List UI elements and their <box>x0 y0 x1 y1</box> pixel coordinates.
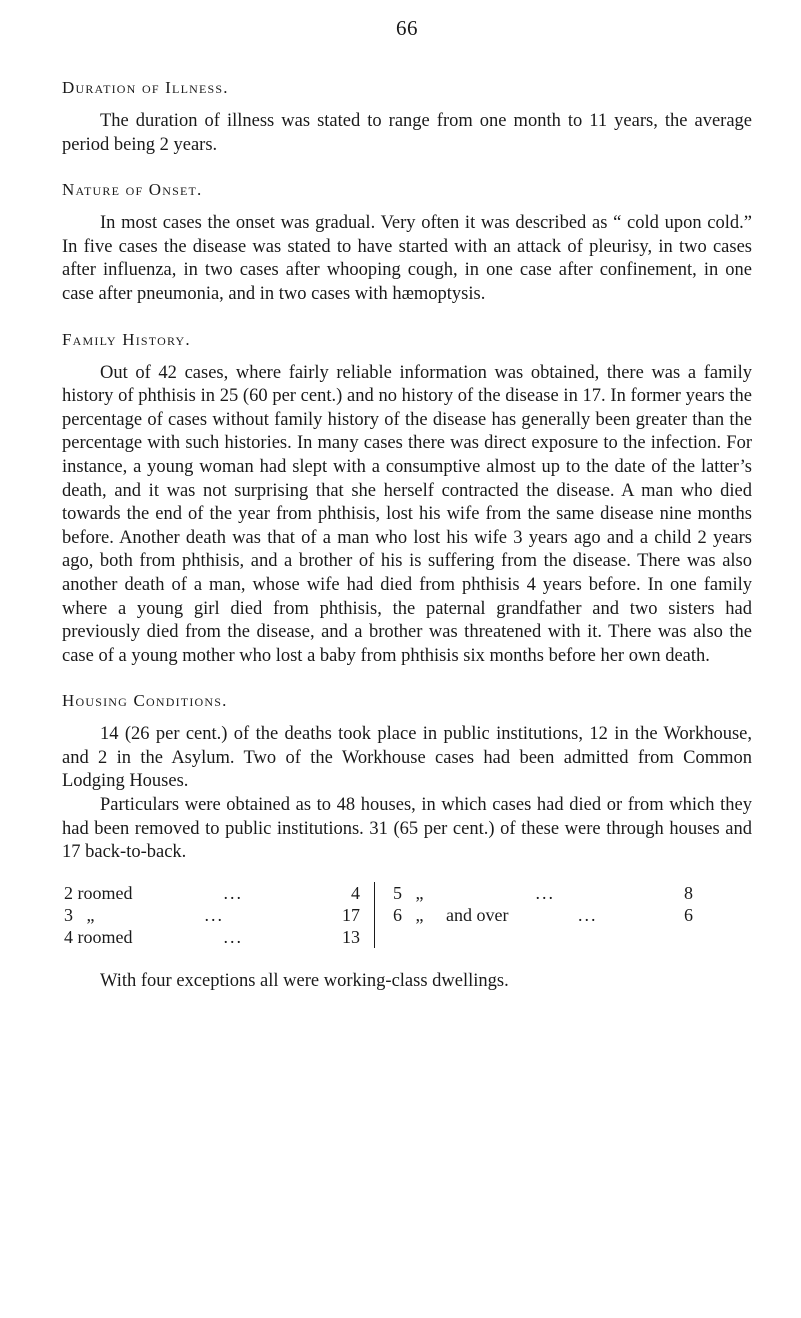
row-value: 8 <box>684 882 693 903</box>
row-leader-dots: ... <box>223 882 243 903</box>
heading-family-history: Family History. <box>62 329 191 349</box>
row-value: 13 <box>342 926 360 947</box>
rooms-table <box>64 882 752 948</box>
paragraph-family-history: Out of 42 cases, where fairly reliable information was obtained, there was a family history of phthisis in 25 (60 per cent.) and no history of the disease in 17. In former years the percentage of cases without family history of the disease has generally been greater than the percentage with such histories. In many cases there was direct exposure to the infection. For instance, a young woman had slept with a consumptive almost up to the date of the latter’s death, and it was not surprising that she herself contracted the disease. A man who died towards the end of the year from phthisis, lost his wife from the same disease nine months before. Another death was that of a man who lost his wife 3 years ago and a child 2 years ago, both from phthisis, and a brother of his is suffering from the disease. There was also another death of a man, whose wife had died from phthisis 4 years before. In one family where a young girl died from phthisis, the paternal grandfather and two sisters had previously died from the disease, and a brother was threatened with it. There was also the case of a young mother who lost a baby from phthisis six months before her own death. <box>62 362 752 666</box>
heading-housing: Housing Conditions. <box>62 691 228 711</box>
table-row <box>64 882 374 904</box>
row-label: 5 „ <box>393 882 424 903</box>
section-family-history <box>62 329 752 669</box>
row-label: 6 „ and over <box>393 904 509 925</box>
paragraph-onset: In most cases the onset was gradual. Very often it was described as “ cold upon cold.” In five cases the disease was stated to have started with an attack of pleurisy, in two cases after influenza, in two cases after whooping cough, in one case after confinement, in one case after pneumonia, and in two cases with hæmoptysis. <box>62 213 752 304</box>
row-leader-dots: ... <box>223 926 243 947</box>
row-label: 4 roomed <box>64 926 133 947</box>
row-leader-dots: ... <box>577 904 598 925</box>
row-value: 4 <box>351 882 360 903</box>
row-label: 3 „ <box>64 904 95 925</box>
paragraph-housing-1: 14 (26 per cent.) of the deaths took place in public institutions, 12 in the Workhouse, and 2 in the Asylum. Two of the Workhouse cases had been admitted from Common Lodging Houses. <box>62 724 752 792</box>
section-duration <box>62 77 752 157</box>
row-value: 6 <box>684 904 693 925</box>
table-row <box>393 904 693 926</box>
rooms-table-right-column <box>374 882 693 948</box>
page-number: 66 <box>396 16 418 40</box>
paragraph-duration: The duration of illness was stated to range from one month to 11 years, the average period being 2 years. <box>62 111 752 155</box>
closing-sentence: With four exceptions all were working-class dwellings. <box>100 970 509 991</box>
row-label: 2 roomed <box>64 882 133 903</box>
row-leader-dots: ... <box>204 904 224 925</box>
table-row <box>393 882 693 904</box>
document-page <box>62 16 752 1015</box>
rooms-table-left-column <box>64 882 374 948</box>
row-value: 17 <box>342 904 360 925</box>
heading-duration: Duration of Illness. <box>62 78 229 97</box>
table-row <box>64 926 374 948</box>
table-row <box>64 904 374 926</box>
section-housing <box>62 690 752 993</box>
paragraph-housing-2: Particulars were obtained as to 48 houses, in which cases had died or from which they had been removed to public institutions. 31 (65 per cent.) of these were through houses and 17 back-to-back. <box>62 795 752 863</box>
section-onset <box>62 179 752 306</box>
row-leader-dots: ... <box>535 882 555 903</box>
heading-onset: Nature of Onset. <box>62 180 203 200</box>
